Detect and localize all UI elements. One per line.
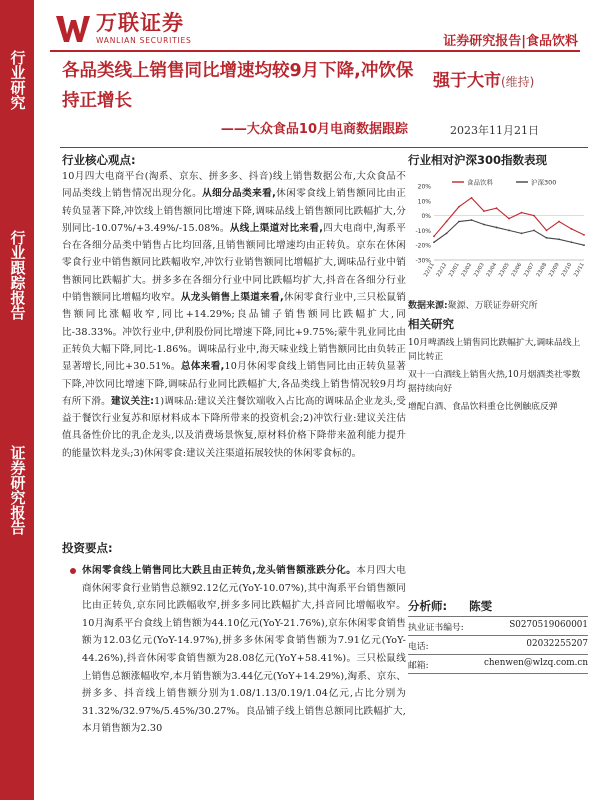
series-point	[571, 228, 573, 230]
brand-name-cn: 万联证券	[96, 11, 184, 35]
core-view-text: 休闲零食线上销售额同比由正转负显著下降,冲饮线上销售额同比增速下降,调味品线上销售额同比跌幅扩大,分别同比-10.07%/+3.49%/-15.08%。	[62, 188, 406, 234]
invest-text: 本月四大电商休闲零食行业销售总额92.12亿元(YoY-10.07%),其中淘系平台销售额同比由正转负,京东同比跌幅收窄,拼多多同比跌幅扩大,抖音同比增幅收窄。10月淘系平台食线上销售额为44.10亿元(YoY-21.76%),京东休闲零食销售额为12.03亿元(YoY-14.97%),拼多多休闲零食销售额为7.91亿元(YoY-44.26%),抖音休闲零食销售额为28.08亿元(YoY+58.41%)。三只松鼠线上销售总额涨幅收窄,本月销售额为3.44亿元(YoY+14.29%),淘系、京东、拼多多、抖音线上销售额分别为1.08/1.13/0.19/1.04亿元,占比分别为31.32%/32.97%/5.45%/30.27%。良品铺子线上销售总额同比跌幅扩大,本月销售额为2.30	[82, 565, 407, 735]
series-point	[508, 218, 510, 220]
cert-value: S0270519060001	[509, 620, 588, 630]
bullet-dot-icon	[70, 568, 76, 574]
y-tick-label: -20%	[415, 242, 431, 250]
x-tick-label: 23/08	[535, 262, 549, 278]
series-point	[483, 224, 485, 226]
series-point	[558, 238, 560, 240]
core-view-bold: 建议关注:	[110, 395, 155, 407]
email-label: 邮箱:	[408, 661, 429, 671]
y-tick-label: -10%	[415, 227, 431, 235]
core-view-bold: 从细分品类来看,	[202, 188, 276, 200]
core-view-text: 10月休闲零食线上销售同比由正转负显著下降,冲饮同比增速下降,调味品行业同比跌幅扩大,各品类线上销售情况较9月均有所下滑。	[62, 361, 406, 407]
x-tick-label: 23/02	[460, 262, 474, 278]
series-point	[546, 230, 548, 232]
related-item-1[interactable]: 10月啤酒线上销售同比跌幅扩大,调味品线上同比转正	[408, 338, 581, 362]
industry-rating	[433, 66, 534, 91]
performance-chart	[408, 176, 588, 292]
report-date: 2023年11月21日	[450, 124, 539, 137]
series-line-csi300	[434, 220, 584, 245]
related-research-section	[408, 316, 588, 414]
series-point	[571, 241, 573, 243]
series-point	[496, 207, 498, 209]
series-point	[433, 241, 435, 243]
series-point	[446, 221, 448, 223]
core-view-text: 四大电商中,淘系平台在各细分品类中销售占比均回落,且销售额同比增速均由正转负。京东在休闲零食行业中销售额同比跌幅收窄,冲饮行业销售额同比增幅扩大,调味品行业中销售额同比跌幅扩大。拼多多在各细分行业中同比跌幅均扩大,抖音在各细分行业中销售额同比增幅均收窄。	[62, 222, 406, 304]
x-tick-label: 23/01	[448, 262, 461, 278]
core-view-bold: 从线上渠道对比来看,	[229, 222, 324, 234]
series-point	[471, 197, 473, 199]
report-title: 各品类线上销售同比增速均较9月下降,冲饮保持正增长	[62, 61, 414, 111]
header-divider	[50, 50, 580, 52]
brand-name-en: WANLIAN SECURITIES	[96, 36, 192, 45]
legend-label: 食品饮料	[467, 178, 493, 187]
performance-heading: 行业相对沪深300指数表现	[408, 153, 548, 167]
analyst-label: 分析师:	[408, 599, 448, 613]
y-tick-label: 0%	[421, 213, 431, 221]
series-point	[433, 235, 435, 237]
core-view-bold: 从龙头销售上渠道来看,	[180, 292, 284, 304]
x-tick-label: 23/04	[485, 262, 499, 278]
series-point	[521, 212, 523, 214]
series-point	[496, 227, 498, 229]
sidebar-label-securities-report: 证券研究报告	[8, 445, 27, 535]
x-tick-label: 23/10	[560, 262, 574, 278]
title-divider	[60, 147, 588, 148]
chart-source-text: 聚源、万联证券研究所	[447, 301, 538, 311]
wanlian-logo-icon	[56, 14, 90, 44]
invest-body	[82, 562, 406, 738]
series-point	[533, 230, 535, 232]
x-tick-label: 23/07	[523, 262, 536, 278]
analyst-name: 陈雯	[469, 599, 493, 613]
series-point	[471, 219, 473, 221]
phone-label: 电话:	[408, 642, 429, 652]
y-tick-label: 20%	[417, 183, 431, 191]
sidebar	[0, 0, 34, 800]
chart-source	[408, 298, 588, 311]
series-point	[583, 244, 585, 246]
rating-note: (维持)	[501, 75, 535, 89]
x-tick-label: 22/11	[423, 262, 436, 278]
series-point	[458, 206, 460, 208]
series-point	[583, 234, 585, 236]
brand-logo	[56, 11, 192, 47]
email-value[interactable]: chenwen@wlzq.com.cn	[483, 658, 588, 668]
series-point	[458, 221, 460, 223]
x-tick-label: 23/11	[573, 262, 586, 278]
analyst-row	[408, 598, 588, 617]
x-tick-label: 23/03	[473, 262, 486, 278]
invest-heading: 投资要点:	[62, 541, 113, 555]
related-heading: 相关研究	[408, 317, 454, 331]
cert-label: 执业证书编号:	[408, 623, 464, 633]
y-tick-label: 10%	[417, 198, 431, 206]
core-view-text: 休闲零食行业中,三只松鼠销售额同比涨幅收窄,同比+14.29%;良品铺子销售额同比跌幅扩大,同比-38.33%。冲饮行业中,伊利股份同比增速下降,同比+9.75%;蒙牛乳业同比由正转负大幅下降,同比-1.86%。调味品行业中,海天味业线上销售额同比由负转正显著增长,同比+30.51%。	[62, 292, 407, 373]
core-view-section	[62, 152, 406, 462]
related-item-3[interactable]: 增配白酒、食品饮料重仓比例触底反弹	[408, 402, 558, 412]
series-point	[546, 237, 548, 239]
series-point	[533, 215, 535, 217]
report-subtitle: ——大众食品10月电商数据跟踪	[220, 122, 408, 137]
invest-bullet	[82, 562, 406, 738]
invest-bold: 休闲零食线上销售同比大跌且由正转负,龙头销售额涨跌分化。	[82, 565, 357, 576]
legend-label: 沪深300	[531, 178, 557, 187]
phone-value: 02032255207	[526, 639, 588, 649]
x-tick-label: 23/06	[510, 262, 524, 278]
rating-value: 强于大市	[433, 71, 501, 91]
core-view-body	[62, 168, 406, 462]
phone-row	[408, 636, 588, 655]
y-tick-label: -30%	[415, 257, 431, 265]
core-view-text: 1)调味品:建议关注餐饮端收入占比高的调味品企业龙头,受益于餐饮行业复苏和原材料成本下降所带来的投资机会;2)冲饮行业:建议关注估值具备性价比的乳企龙头,以及消费场景恢复,原材料价格下降带来盈利能力提升的能量饮料龙头;3)休闲零食:建议关注渠道拓展较快的休闲零食标的。	[62, 395, 407, 459]
x-tick-label: 23/05	[498, 262, 511, 278]
series-point	[483, 210, 485, 212]
analyst-section	[408, 598, 588, 674]
series-point	[521, 232, 523, 234]
chart-source-label: 数据来源:	[408, 301, 448, 311]
email-row	[408, 655, 588, 674]
sidebar-label-tracking-report: 行业跟踪报告	[8, 230, 27, 320]
x-tick-label: 22/12	[435, 262, 449, 278]
series-point	[508, 230, 510, 232]
related-item-2[interactable]: 双十一白酒线上销售火热,10月烟酒类社零数据持续向好	[408, 370, 581, 394]
series-point	[446, 232, 448, 234]
core-view-bold: 总体来看,	[180, 361, 225, 373]
cert-row	[408, 617, 588, 636]
sidebar-label-industry-research: 行业研究	[8, 50, 27, 110]
performance-section	[408, 152, 588, 311]
core-view-heading: 行业核心观点:	[62, 153, 136, 167]
report-category: 证券研究报告|食品饮料	[443, 34, 578, 49]
series-point	[558, 221, 560, 223]
core-view-text: 10月四大电商平台(淘系、京东、拼多多、抖音)线上销售数据公布,大众食品不同品类线上销售情况出现分化。	[62, 171, 406, 200]
x-tick-label: 23/09	[548, 262, 561, 278]
